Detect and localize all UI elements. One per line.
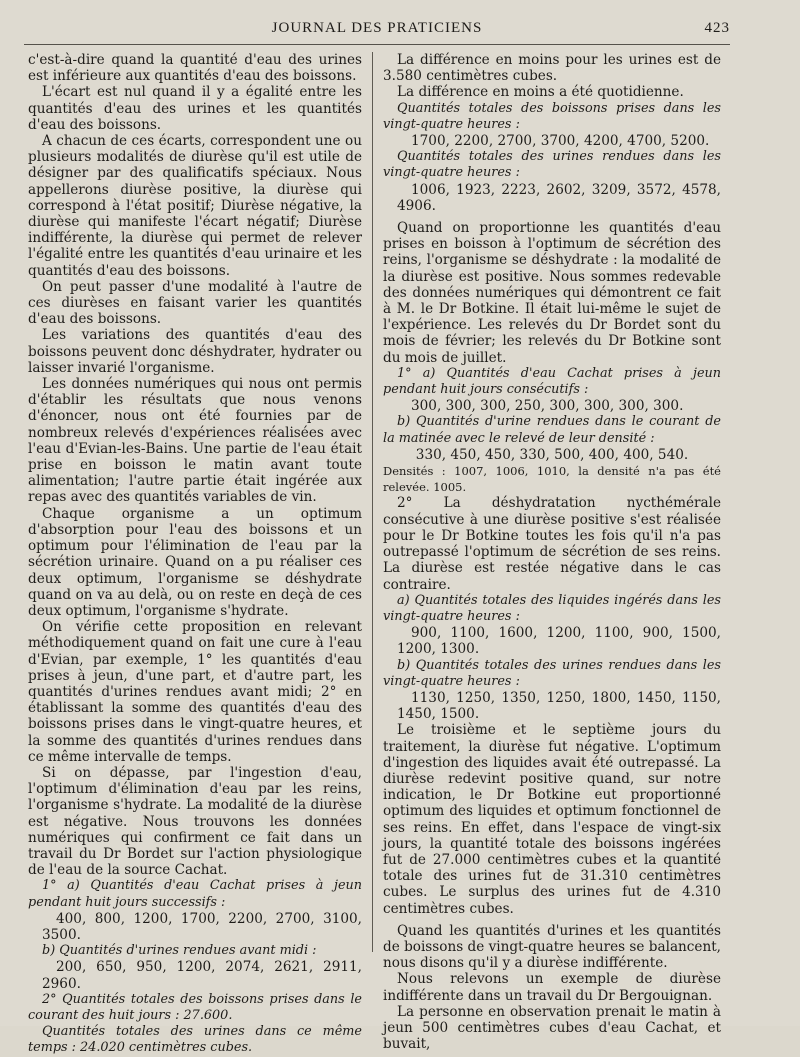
bordet-label-3: 2° Quantités totales des boissons prises dans le courant des huit jours : 27.600. [28, 991, 362, 1023]
paragraph: Chaque organisme a un optimum d'absorption pour l'eau des boissons et un optimum pour l'élimination de l'eau par la sécrétion urinaire. Quand on a pu réaliser ces deux optimum, l'organisme se déshydrate quand on va au delà, ou on reste en deçà de ces deux optimum, l'organisme s'hydrate. [28, 505, 362, 619]
botkine-label-1a: 1° a) Quantités d'eau Cachat prises à jeun pendant huit jours consécutifs : [383, 365, 721, 398]
botkine-density: Densités : 1007, 1006, 1010, la densité n'a pas été relevée. 1005. [383, 464, 721, 495]
left-column [28, 52, 362, 1057]
botkine-values-1a: 300, 300, 300, 250, 300, 300, 300, 300. [411, 398, 684, 415]
paragraph: Nous relevons un exemple de diurèse indifférente dans un travail du Dr Bergouignan. [383, 971, 721, 1004]
paragraph: c'est-à-dire quand la quantité d'eau des urines est inférieure aux quantités d'eau des boissons. [28, 52, 362, 85]
urines-values: 1006, 1923, 2223, 2602, 3209, 3572, 4578, 4906. [397, 181, 721, 214]
botkine-values-2a: 900, 1100, 1600, 1200, 1100, 900, 1500, 1200, 1300. [397, 625, 721, 658]
boissons-values: 1700, 2200, 2700, 3700, 4200, 4700, 5200. [411, 133, 710, 150]
paragraph: On peut passer d'une modalité à l'autre de ces diurèses en faisant varier les quantités d'eau des boissons. [28, 278, 362, 328]
paragraph: La personne en observation prenait le matin à jeun 500 centimètres cubes d'eau Cachat, et buvait, [383, 1003, 721, 1053]
column-divider [372, 52, 373, 952]
boissons-label: Quantités totales des boissons prises dans les vingt-quatre heures : [383, 100, 721, 132]
paragraph: Si on dépasse, par l'ingestion d'eau, l'optimum d'élimination d'eau par les reins, l'organisme s'hydrate. La modalité de la diurèse est négative. Nous trouvons les données numériques qui confirment ce fait dans un travail du Dr Bordet sur l'action physiologique de l'eau de la source Cachat. [28, 764, 362, 879]
paragraph: Quand on proportionne les quantités d'eau prises en boisson à l'optimum de sécrétion des reins, l'organisme se déshydrate : la modalité de la diurèse est positive. Nous sommes redevable des données numériques qui démontrent ce fait à M. le Dr Botkine. Il était lui-même le sujet de l'expérience. Les relevés du Dr Bordet sont du mois de février; les relevés du Dr Botkine sont du mois de juillet. [383, 220, 721, 366]
bordet-label-2: b) Quantités d'urines rendues avant midi : [42, 943, 317, 959]
urines-label: Quantités totales des urines rendues dans les vingt-quatre heures : [383, 149, 721, 181]
paragraph: A chacun de ces écarts, correspondent une ou plusieurs modalités de diurèse qu'il est utile de désigner par des qualificatifs spéciaux. Nous appellerons diurèse positive, la diurèse qui correspond à l'état positif; Diurèse négative, la diurèse qui manifeste l'écart négatif; Diurèse indifférente, la diurèse qui permet de relever l'égalité entre les quantités d'eau urinaire et les quantités d'eau des boissons. [28, 133, 362, 279]
running-title: JOURNAL DES PRATICIENS [271, 20, 483, 36]
botkine-label-2a: a) Quantités totales des liquides ingérés dans les vingt-quatre heures : [383, 592, 721, 624]
botkine-label-2b: b) Quantités totales des urines rendues dans les vingt-quatre heures : [383, 657, 721, 689]
paragraph: On vérifie cette proposition en relevant méthodiquement quand on fait une cure à l'eau d'Evian, par exemple, 1° les quantités d'eau prises à jeun, d'une part, et d'autre part, les quantités d'urines rendues avant midi; 2° en établissant la somme des quantités d'eau des boissons prises dans le vingt-quatre heures, et la somme des quantités d'urines rendues dans ce même intervalle de temps. [28, 619, 362, 765]
paragraph: Les variations des quantités d'eau des boissons peuvent donc déshydrater, hydrater ou laisser invarié l'organisme. [28, 327, 362, 376]
botkine-label-1b: b) Quantités d'urine rendues dans le courant de la matinée avec le relevé de leur densité : [383, 414, 721, 446]
paragraph: La différence en moins pour les urines est de 3.580 centimètres cubes. [383, 52, 721, 85]
paragraph: Quand les quantités d'urines et les quantités de boissons de vingt-quatre heures se balancent, nous disons qu'il y a diurèse indifférente. [383, 922, 721, 972]
page-header [24, 18, 730, 45]
paragraph: L'écart est nul quand il y a égalité entre les quantités d'eau des urines et les quantités d'eau des boissons. [28, 84, 362, 133]
paragraph: 2° La déshydratation nycthémérale consécutive à une diurèse positive s'est réalisée pour le Dr Botkine toutes les fois qu'il n'a pas outrepassé l'optimum de sécrétion de ses reins. La diurèse est restée négative dans le cas contraire. [383, 495, 721, 593]
bordet-values-1: 400, 800, 1200, 1700, 2200, 2700, 3100, 3500. [42, 910, 362, 943]
paragraph: Les données numériques qui nous ont permis d'établir les résultats que nous venons d'énoncer, nous ont été fournies par de nombreux relevés d'expériences réalisées avec l'eau d'Evian-les-Bains. Une partie de l'eau était prise en boisson le matin avant toute alimentation; l'autre partie était ingérée aux repas avec des quantités variables de vin. [28, 376, 362, 506]
bordet-label-1: 1° a) Quantités d'eau Cachat prises à jeun pendant huit jours successifs : [28, 878, 362, 910]
bordet-label-4: Quantités totales des urines dans ce même temps : 24.020 centimètres cubes. [28, 1024, 362, 1056]
botkine-values-2b: 1130, 1250, 1350, 1250, 1800, 1450, 1150, 1450, 1500. [397, 689, 721, 723]
paragraph: Le troisième et le septième jours du traitement, la diurèse fut négative. L'optimum d'ingestion des liquides avait été outrepassé. La diurèse redevint positive quand, sur notre indication, le Dr Botkine eut proportionné optimum des liquides et optimum fonctionnel de ses reins. En effet, dans l'espace de vingt-six jours, la quantité totale des boissons ingérées fut de 27.000 centimètres cubes et la quantité totale des urines fut de 31.310 centimètres cubes. Le surplus des urines fut de 4.310 centimètres cubes. [383, 722, 721, 917]
bordet-values-2: 200, 650, 950, 1200, 2074, 2621, 2911, 2960. [42, 959, 362, 992]
page-number: 423 [704, 20, 730, 36]
right-column [383, 52, 721, 1052]
botkine-values-1b: 330, 450, 450, 330, 500, 400, 400, 540. [415, 446, 689, 463]
paragraph: La différence en moins a été quotidienne. [397, 84, 684, 101]
